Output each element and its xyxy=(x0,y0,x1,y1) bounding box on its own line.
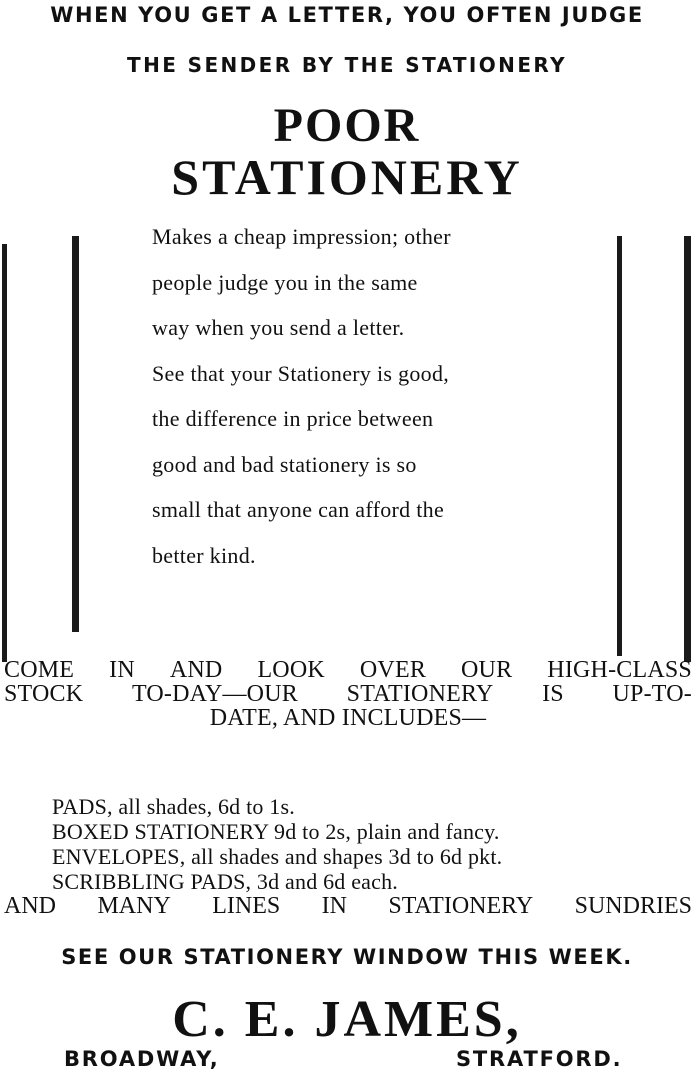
invitation-word: HIGH-CLASS xyxy=(547,657,692,683)
invitation-line-3 xyxy=(4,706,692,730)
left-inner-rule xyxy=(72,236,79,632)
product-list xyxy=(52,794,502,894)
body-line: the difference in price between xyxy=(152,406,434,431)
sundries-line xyxy=(4,892,692,920)
body-line: people judge you in the same xyxy=(152,269,418,295)
merchant-address-left: BROADWAY, xyxy=(64,1047,220,1071)
list-item: SCRIBBLING PADS, 3d and 6d each. xyxy=(52,869,398,894)
invitation-word: LOOK xyxy=(257,657,325,683)
body-line: way when you send a letter. xyxy=(152,315,405,340)
sundries-word: SUNDRIES xyxy=(574,893,692,919)
headline-line-1: WHEN YOU GET A LETTER, YOU OFTEN JUDGE xyxy=(50,3,644,27)
sundries-word: IN xyxy=(321,893,347,919)
left-outer-rule xyxy=(2,244,7,662)
sundries-word: LINES xyxy=(212,893,281,919)
invitation-word: OVER xyxy=(359,657,427,683)
title-stationery: STATIONERY xyxy=(171,149,523,205)
invitation-block xyxy=(4,658,692,730)
invitation-line-2 xyxy=(4,682,692,706)
sundries-word: STATIONERY xyxy=(388,893,534,919)
sundries-word: AND xyxy=(4,893,56,919)
invitation-word: DATE, AND INCLUDES— xyxy=(209,705,487,731)
window-notice: SEE OUR STATIONERY WINDOW THIS WEEK. xyxy=(61,945,633,969)
invitation-word: UP-TO- xyxy=(612,681,692,707)
body-line: See that your Stationery is good, xyxy=(152,360,450,386)
invitation-word: COME xyxy=(4,657,75,683)
invitation-word: IS xyxy=(542,681,564,707)
body-line: small that anyone can afford the xyxy=(152,497,445,522)
sundries-word: MANY xyxy=(97,893,171,919)
list-item: BOXED STATIONERY 9d to 2s, plain and fancy. xyxy=(52,819,500,844)
merchant-address-right: STRATFORD. xyxy=(456,1047,623,1071)
invitation-line-1 xyxy=(4,658,692,682)
list-item: PADS, all shades, 6d to 1s. xyxy=(52,794,295,819)
body-line: better kind. xyxy=(152,542,256,568)
invitation-word: IN xyxy=(109,657,135,683)
headline-line-2: THE SENDER BY THE STATIONERY xyxy=(127,53,567,77)
invitation-word: STATIONERY xyxy=(346,681,494,707)
body-copy xyxy=(152,226,552,590)
merchant-name: C. E. JAMES, xyxy=(172,991,522,1048)
invitation-word: OUR xyxy=(461,657,513,683)
body-line: Makes a cheap impression; other xyxy=(152,224,451,249)
invitation-word: AND xyxy=(169,657,223,683)
invitation-word: STOCK xyxy=(4,681,84,707)
right-inner-rule xyxy=(617,236,622,656)
body-line: good and bad stationery is so xyxy=(152,451,417,477)
invitation-word: TO-DAY—OUR xyxy=(131,681,298,707)
right-outer-rule xyxy=(684,236,691,662)
list-item: ENVELOPES, all shades and shapes 3d to 6d pkt. xyxy=(52,844,503,869)
title-poor: POOR xyxy=(273,99,421,152)
